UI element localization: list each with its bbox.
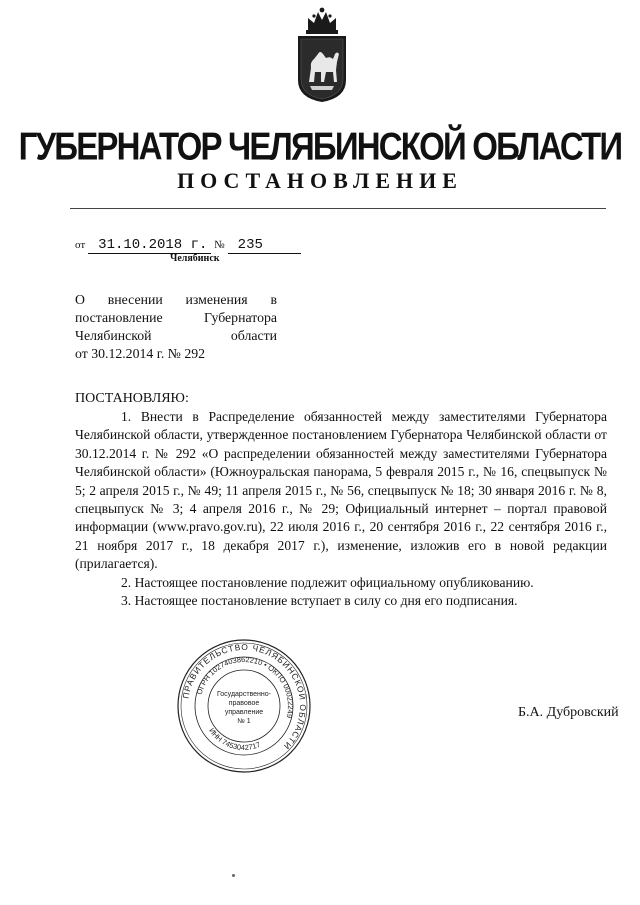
- document-date: 31.10.2018 г.: [98, 237, 208, 253]
- decree-word: ПОСТАНОВЛЯЮ:: [75, 391, 189, 406]
- subject-line: О внесении изменения в: [75, 292, 277, 307]
- date-label: от: [75, 239, 86, 251]
- page-mark: [232, 874, 235, 877]
- document-body: [75, 408, 607, 610]
- seal-center-line: управление: [224, 709, 264, 716]
- document-subject: [75, 291, 277, 363]
- body-paragraph: 3. Настоящее постановление вступает в силу со дня его подписания.: [121, 593, 518, 609]
- seal-center-line: правовое: [228, 700, 260, 707]
- seal-inn-text: ИНН 7453042717: [207, 726, 262, 753]
- seal-ogrn-text: ОГРН 1027403862210 • ОКПО 00022249: [194, 654, 296, 720]
- body-paragraph: 2. Настоящее постановление подлежит официальному опубликованию.: [121, 574, 534, 590]
- subject-line: постановление Губернатора: [75, 310, 277, 325]
- seal-center-line: № 1: [237, 718, 251, 725]
- seal-outer-text: ПРАВИТЕЛЬСТВО ЧЕЛЯБИНСКОЙ ОБЛАСТИ: [180, 641, 309, 752]
- subject-line: от 30.12.2014 г. № 292: [75, 346, 206, 361]
- city-name: Челябинск: [170, 253, 220, 264]
- coat-of-arms-icon: [292, 6, 352, 104]
- number-label: №: [214, 239, 225, 251]
- document-number: 235: [237, 237, 263, 253]
- svg-text:ИНН 7453042717: [207, 726, 261, 752]
- document-type: ПОСТАНОВЛЕНИЕ: [177, 168, 463, 193]
- document-title: ГУБЕРНАТОР ЧЕЛЯБИНСКОЙ ОБЛАСТИ: [18, 124, 622, 168]
- seal-center-line: Государственно-: [216, 691, 272, 698]
- body-paragraph: 1. Внести в Распределение обязанностей между заместителями Губернатора Челябинской области, утвержденное постановлением Губернатора Челябинской области от 30.12.2014 г. № 292 «О распределении обязанностей между заместителями Губернатора Челябинской области» (Южноуральская панорама, 5 февраля 2015 г., № 16, спецвыпуск № 5; 2 апреля 2015 г., № 49; 11 апреля 2015 г., № 56, спецвыпуск № 18; 30 января 2016 г. № 8, спецвыпуск № 3; 4 апреля 2016 г., № 29; Официальный интернет – портал правовой информации (www.pravo.gov.ru), 22 июля 2016 г., 20 сентября 2016 г., 22 сентября 2016 г., 21 ноября 2017 г., 18 декабря 2017 г.), изменение, изложив его в новой редакции (прилагается).: [75, 409, 607, 572]
- signatory-name: Б.А. Дубровский: [518, 705, 619, 720]
- header-divider: [70, 208, 606, 209]
- official-seal: [176, 638, 312, 774]
- subject-line: Челябинской области: [75, 328, 277, 343]
